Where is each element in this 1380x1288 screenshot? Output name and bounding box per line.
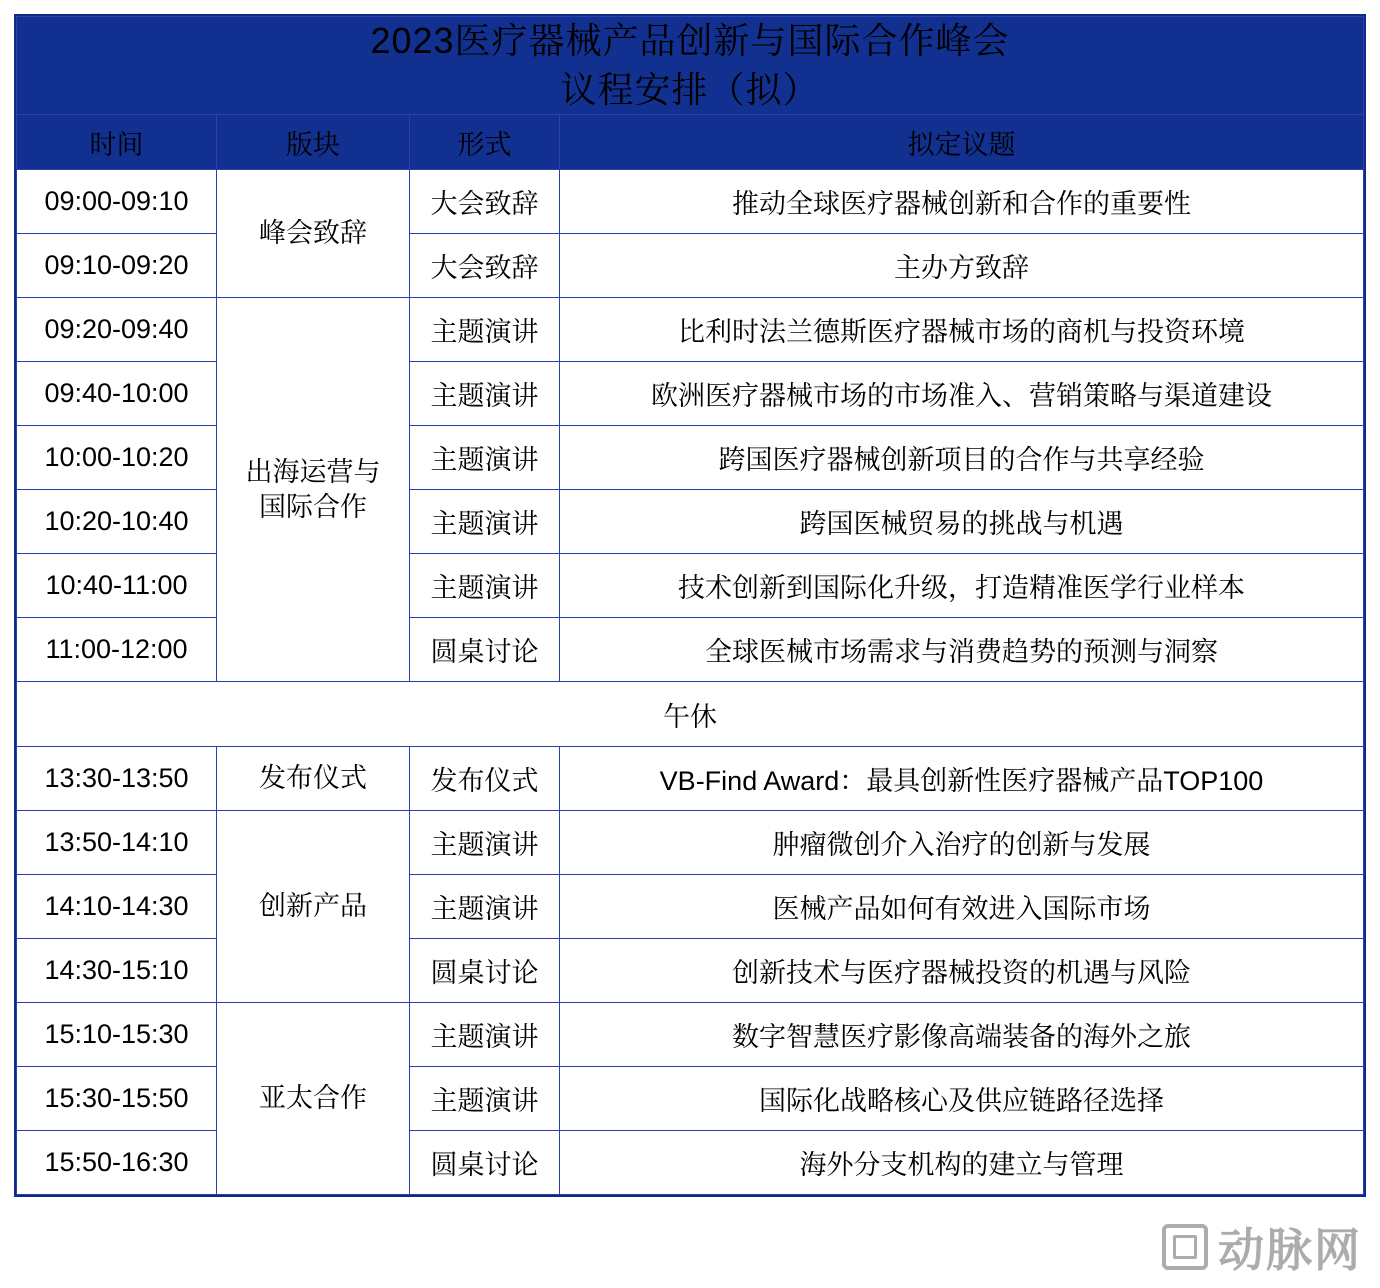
table-row bbox=[17, 747, 1364, 811]
cell-time: 09:10-09:20 bbox=[17, 234, 217, 298]
cell-form: 发布仪式 bbox=[410, 747, 560, 811]
cell-time: 15:50-16:30 bbox=[17, 1131, 217, 1195]
cell-form: 主题演讲 bbox=[410, 811, 560, 875]
cell-form: 主题演讲 bbox=[410, 426, 560, 490]
cell-time: 09:20-09:40 bbox=[17, 298, 217, 362]
cell-section: 创新产品 bbox=[217, 811, 410, 1003]
table-row bbox=[17, 811, 1364, 875]
cell-time: 13:50-14:10 bbox=[17, 811, 217, 875]
watermark bbox=[1162, 1214, 1362, 1280]
cell-form: 圆桌讨论 bbox=[410, 939, 560, 1003]
cell-form: 圆桌讨论 bbox=[410, 618, 560, 682]
cell-time: 15:30-15:50 bbox=[17, 1067, 217, 1131]
cell-topic: 数字智慧医疗影像高端装备的海外之旅 bbox=[560, 1003, 1364, 1067]
cell-topic: VB-Find Award：最具创新性医疗器械产品TOP100 bbox=[560, 747, 1364, 811]
cell-time: 09:40-10:00 bbox=[17, 362, 217, 426]
cell-form: 主题演讲 bbox=[410, 362, 560, 426]
cell-topic: 推动全球医疗器械创新和合作的重要性 bbox=[560, 170, 1364, 234]
cell-form: 主题演讲 bbox=[410, 298, 560, 362]
cell-time: 09:00-09:10 bbox=[17, 170, 217, 234]
cell-time: 15:10-15:30 bbox=[17, 1003, 217, 1067]
column-header-time: 时间 bbox=[17, 115, 217, 170]
cell-form: 大会致辞 bbox=[410, 234, 560, 298]
cell-form: 主题演讲 bbox=[410, 490, 560, 554]
cell-topic: 主办方致辞 bbox=[560, 234, 1364, 298]
cell-form: 主题演讲 bbox=[410, 554, 560, 618]
cell-section: 峰会致辞 bbox=[217, 170, 410, 298]
cell-time: 10:00-10:20 bbox=[17, 426, 217, 490]
watermark-logo-icon bbox=[1162, 1224, 1208, 1270]
cell-time: 14:10-14:30 bbox=[17, 875, 217, 939]
cell-time: 10:20-10:40 bbox=[17, 490, 217, 554]
cell-form: 圆桌讨论 bbox=[410, 1131, 560, 1195]
agenda-sheet bbox=[14, 14, 1366, 1197]
cell-time: 14:30-15:10 bbox=[17, 939, 217, 1003]
cell-time: 10:40-11:00 bbox=[17, 554, 217, 618]
cell-topic: 海外分支机构的建立与管理 bbox=[560, 1131, 1364, 1195]
cell-topic: 全球医械市场需求与消费趋势的预测与洞察 bbox=[560, 618, 1364, 682]
cell-topic: 创新技术与医疗器械投资的机遇与风险 bbox=[560, 939, 1364, 1003]
cell-topic: 医械产品如何有效进入国际市场 bbox=[560, 875, 1364, 939]
document-title bbox=[17, 17, 1364, 115]
cell-form: 大会致辞 bbox=[410, 170, 560, 234]
cell-section: 出海运营与 国际合作 bbox=[217, 298, 410, 682]
cell-time: 13:30-13:50 bbox=[17, 747, 217, 811]
cell-topic: 跨国医械贸易的挑战与机遇 bbox=[560, 490, 1364, 554]
table-row bbox=[17, 298, 1364, 362]
cell-section: 发布仪式 bbox=[217, 747, 410, 811]
break-label: 午休 bbox=[17, 682, 1364, 747]
column-header-topic: 拟定议题 bbox=[560, 115, 1364, 170]
cell-form: 主题演讲 bbox=[410, 875, 560, 939]
cell-topic: 欧洲医疗器械市场的市场准入、营销策略与渠道建设 bbox=[560, 362, 1364, 426]
cell-topic: 比利时法兰德斯医疗器械市场的商机与投资环境 bbox=[560, 298, 1364, 362]
cell-form: 主题演讲 bbox=[410, 1003, 560, 1067]
cell-time: 11:00-12:00 bbox=[17, 618, 217, 682]
cell-form: 主题演讲 bbox=[410, 1067, 560, 1131]
cell-topic: 国际化战略核心及供应链路径选择 bbox=[560, 1067, 1364, 1131]
table-row bbox=[17, 1003, 1364, 1067]
cell-section: 亚太合作 bbox=[217, 1003, 410, 1195]
cell-topic: 跨国医疗器械创新项目的合作与共享经验 bbox=[560, 426, 1364, 490]
cell-topic: 肿瘤微创介入治疗的创新与发展 bbox=[560, 811, 1364, 875]
cell-topic: 技术创新到国际化升级，打造精准医学行业样本 bbox=[560, 554, 1364, 618]
table-row bbox=[17, 170, 1364, 234]
break-row bbox=[17, 682, 1364, 747]
title-line-2: 议程安排（拟） bbox=[560, 68, 820, 110]
column-header-form: 形式 bbox=[410, 115, 560, 170]
column-header-section: 版块 bbox=[217, 115, 410, 170]
agenda-table bbox=[16, 16, 1364, 1195]
watermark-text: 动脉网 bbox=[1218, 1224, 1362, 1276]
title-line-1: 2023医疗器械产品创新与国际合作峰会 bbox=[370, 20, 1010, 61]
